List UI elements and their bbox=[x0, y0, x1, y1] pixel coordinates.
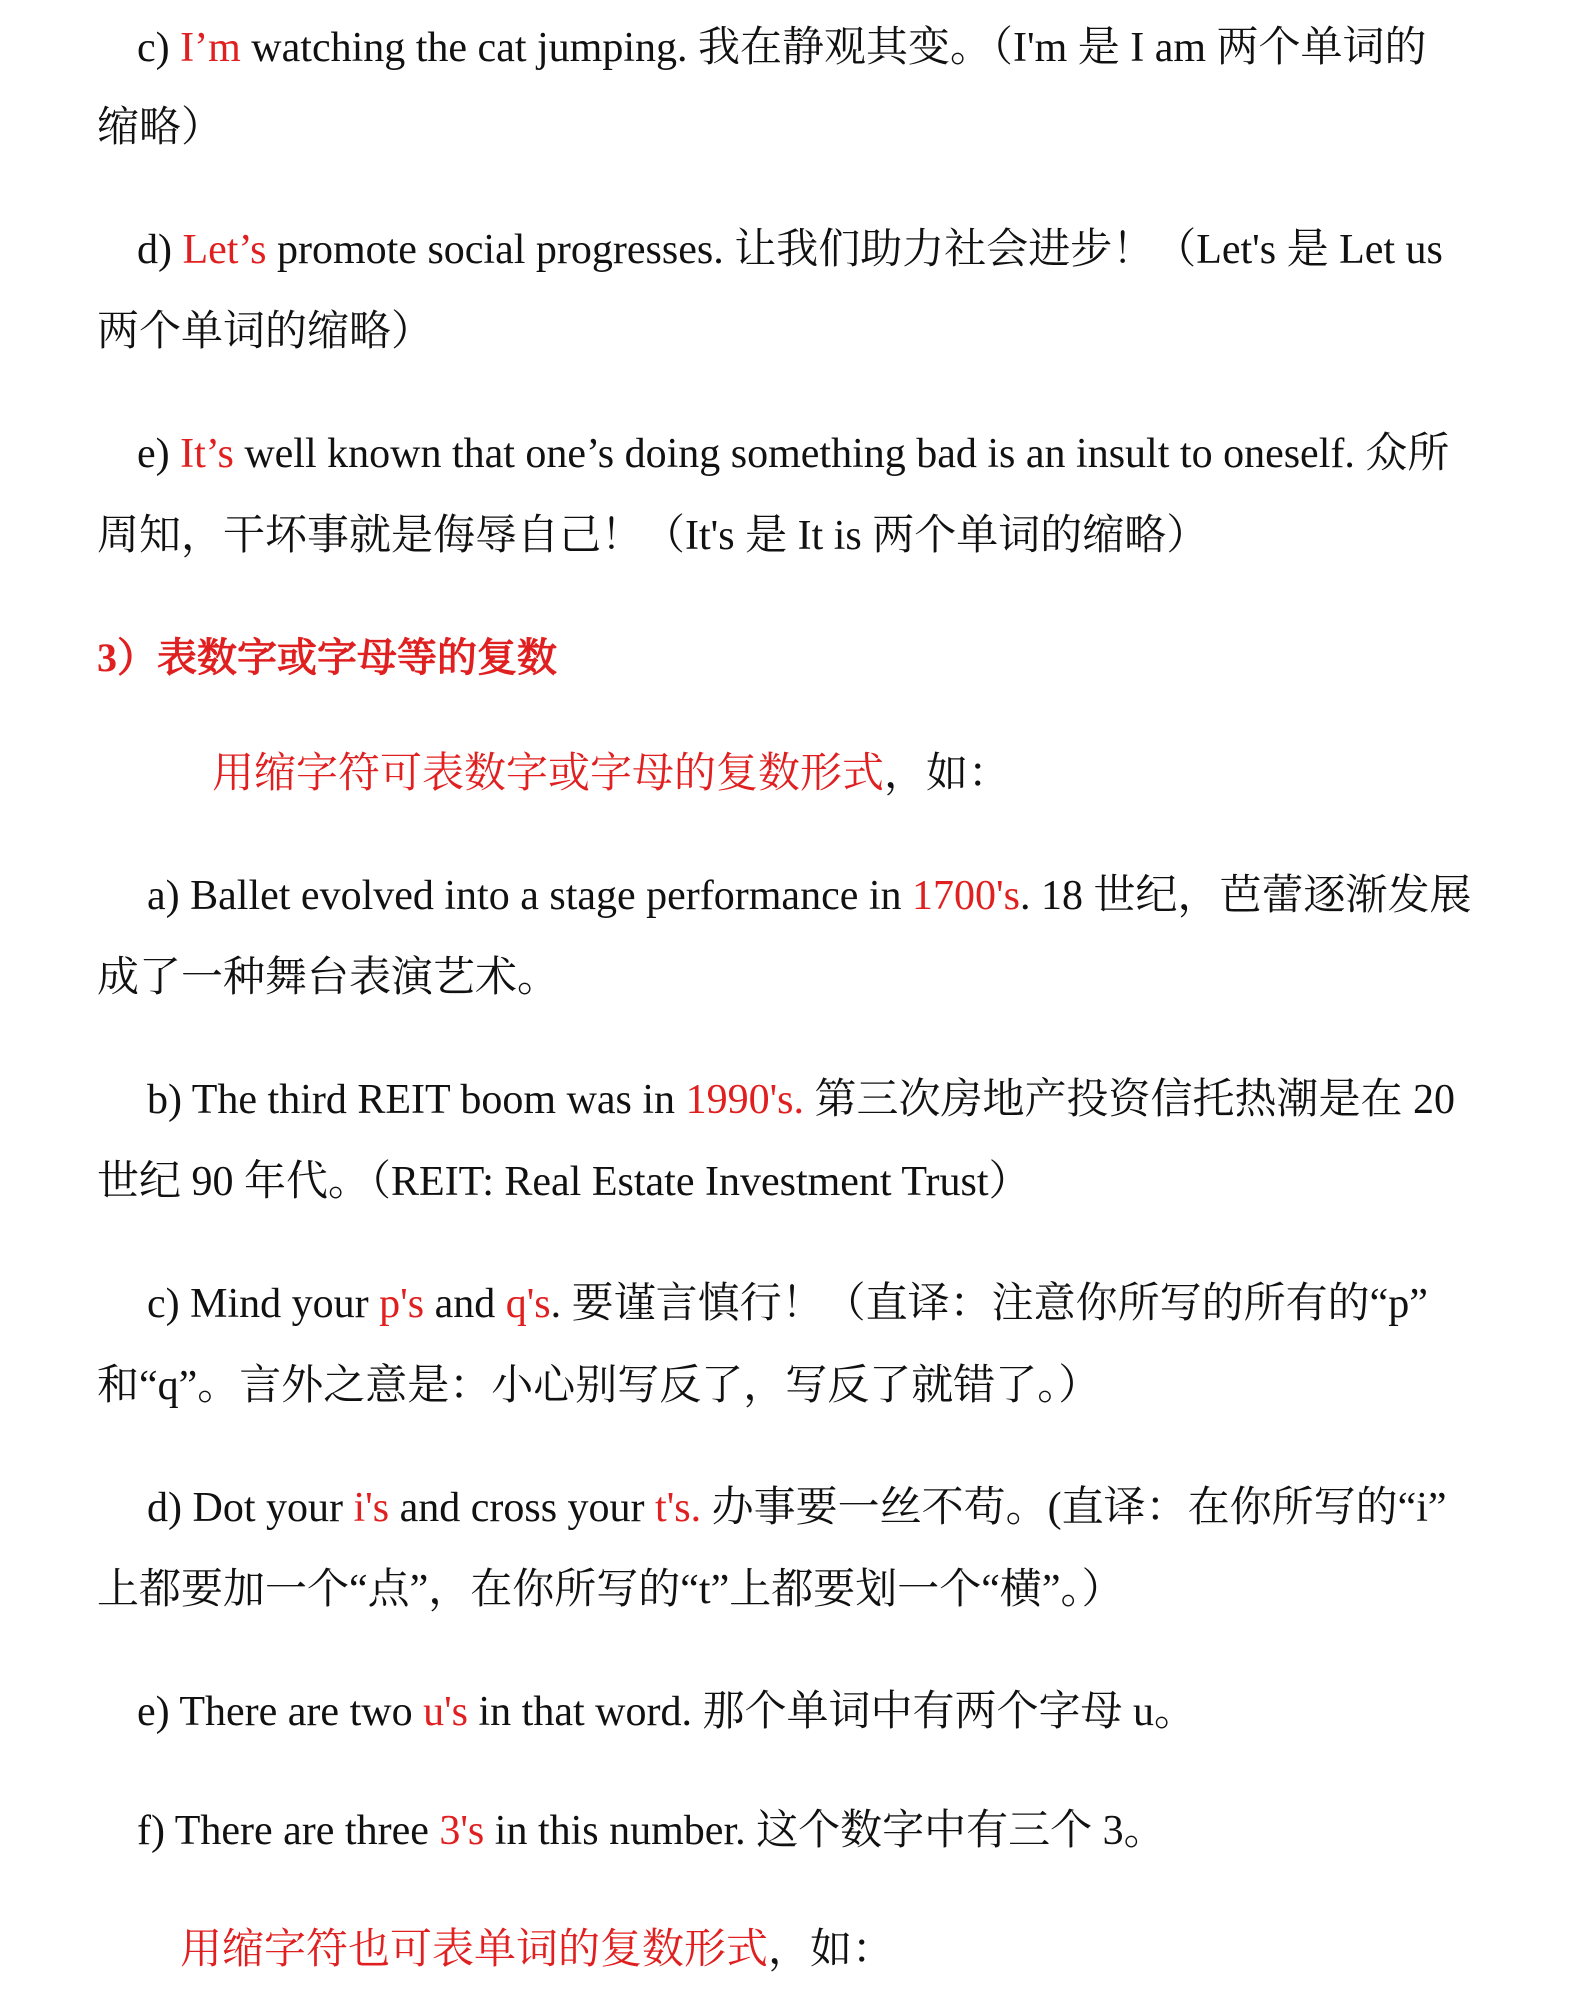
text-segment: a) Ballet evolved into a stage performance in bbox=[147, 873, 913, 919]
highlighted-text: 用缩字符可表数字或字母的复数形式 bbox=[212, 751, 885, 797]
text-segment: b) The third REIT boom was in bbox=[147, 1077, 686, 1123]
text-segment: 周知，干坏事就是侮辱自己！（It's 是 It is 两个单词的缩略） bbox=[97, 513, 1209, 559]
text-line-b2-l2 bbox=[0, 1152, 1587, 1212]
text-line-b2-l1 bbox=[0, 1070, 1587, 1130]
text-segment: 世纪 90 年代。（REIT: Real Estate Investment Trust） bbox=[97, 1159, 1031, 1205]
highlighted-text: p's bbox=[379, 1281, 425, 1327]
highlighted-text: 3's bbox=[439, 1808, 485, 1854]
text-segment: 缩略） bbox=[97, 105, 224, 151]
highlighted-text: 1700's bbox=[912, 873, 1020, 919]
highlighted-text: u's bbox=[423, 1689, 468, 1735]
text-segment: well known that one’s doing something bad is an insult to oneself. 众所 bbox=[233, 431, 1450, 477]
text-segment: watching the cat jumping. 我在静观其变。（I'm 是 I am 两个单词的 bbox=[240, 25, 1427, 71]
text-line-d2-l1 bbox=[0, 1478, 1587, 1538]
text-segment: 两个单词的缩略） bbox=[97, 309, 434, 355]
text-line-intro-1 bbox=[0, 744, 1587, 804]
text-line-e2-l1 bbox=[0, 1682, 1587, 1742]
text-segment: in that word. 那个单词中有两个字母 u。 bbox=[468, 1689, 1196, 1735]
text-segment: ，如： bbox=[768, 1927, 895, 1973]
text-segment: c) Mind your bbox=[147, 1281, 380, 1327]
highlighted-text: t's. bbox=[655, 1485, 702, 1531]
text-line-e1-l2 bbox=[0, 506, 1587, 566]
text-line-e1-l1 bbox=[0, 424, 1587, 484]
highlighted-text: It’s bbox=[180, 431, 234, 477]
text-line-c2-l2 bbox=[0, 1356, 1587, 1416]
text-line-c1-l2 bbox=[0, 98, 1587, 158]
text-segment: f) There are three bbox=[137, 1808, 440, 1854]
highlighted-text: Let’s bbox=[182, 227, 267, 273]
text-line-c1-l1 bbox=[0, 18, 1587, 78]
highlighted-text: I’m bbox=[180, 25, 241, 71]
text-line-a2-l2 bbox=[0, 948, 1587, 1008]
text-segment: 第三次房地产投资信托热潮是在 20 bbox=[803, 1077, 1455, 1123]
text-segment: ，如： bbox=[884, 751, 1011, 797]
text-segment: 办事要一丝不苟。(直译：在你所写的“i” bbox=[701, 1485, 1447, 1531]
text-segment: . 要谨言慎行！（直译：注意你所写的所有的“p” bbox=[550, 1281, 1428, 1327]
text-segment: e) There are two bbox=[137, 1689, 424, 1735]
section-heading bbox=[0, 628, 1587, 688]
text-segment: promote social progresses. 让我们助力社会进步！（Let's 是 Let us bbox=[266, 227, 1443, 273]
highlighted-text: 1990's. bbox=[685, 1077, 804, 1123]
text-segment: 和“q”。言外之意是：小心别写反了，写反了就错了。） bbox=[97, 1363, 1101, 1409]
text-segment: d) Dot your bbox=[147, 1485, 354, 1531]
highlighted-text: 3）表数字或字母等的复数 bbox=[97, 635, 557, 680]
text-segment: . 18 世纪，芭蕾逐渐发展 bbox=[1019, 873, 1472, 919]
text-segment: d) bbox=[137, 227, 183, 273]
highlighted-text: 用缩字符也可表单词的复数形式 bbox=[180, 1927, 769, 1973]
text-line-f2-l1 bbox=[0, 1801, 1587, 1861]
text-segment: 上都要加一个“点”，在你所写的“t”上都要划一个“横”。） bbox=[97, 1567, 1124, 1613]
text-segment: e) bbox=[137, 431, 181, 477]
text-line-d1-l1 bbox=[0, 220, 1587, 280]
text-segment: c) bbox=[137, 25, 181, 71]
text-line-d2-l2 bbox=[0, 1560, 1587, 1620]
text-segment: 成了一种舞台表演艺术。 bbox=[97, 955, 560, 1001]
text-line-a2-l1 bbox=[0, 866, 1587, 926]
text-segment: and cross your bbox=[389, 1485, 656, 1531]
text-line-c2-l1 bbox=[0, 1274, 1587, 1334]
text-segment: in this number. 这个数字中有三个 3。 bbox=[484, 1808, 1166, 1854]
highlighted-text: i's bbox=[353, 1485, 390, 1531]
text-segment: and bbox=[424, 1281, 506, 1327]
highlighted-text: q's bbox=[505, 1281, 551, 1327]
text-line-intro-2 bbox=[0, 1920, 1587, 1980]
text-line-d1-l2 bbox=[0, 302, 1587, 362]
